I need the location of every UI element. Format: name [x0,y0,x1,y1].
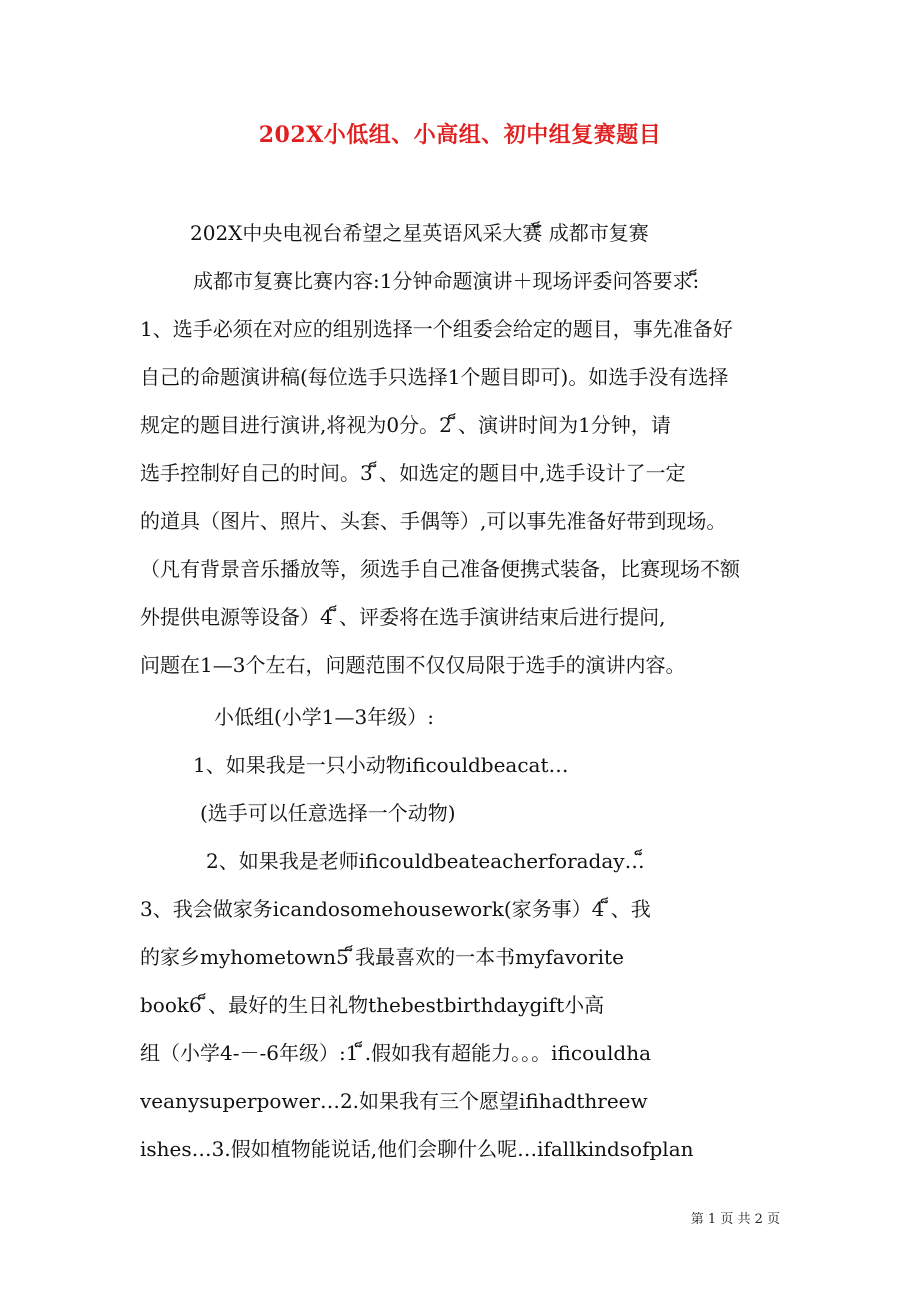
body-line-19: veanysuperpower…2.如果我有三个愿望ifihadthreew [140,1089,648,1113]
body-line-2: 成都市复赛比赛内容:1分钟命题演讲＋现场评委问答要求:็ [193,269,700,293]
page-number-footer: 第 1 页 共 2 页 [690,1212,780,1227]
body-line-16: 的家乡myhometown5 ็我最喜欢的一本书myfavorite [140,945,624,969]
document-title: 202Ⅹ小低组、小高组、初中组复赛题目 [258,122,662,148]
body-line-20: ishes…3.假如植物能说话,他们会聊什么呢…ifallkindsofplan [140,1137,694,1161]
body-line-18: 组（小学4-－-6年级）:1 ็.假如我有超能力。。。ificouldha [140,1041,652,1065]
body-line-17: book6 ็、最好的生日礼物thebestbirthdaygift小高 [140,993,605,1017]
body-line-6: 选手控制好自己的时间。3 ็、如选定的题目中,选手设计了一定 [140,461,686,485]
topic-1-note: (选手可以任意选择一个动物) [200,801,456,825]
body-line-3: 1、选手必须在对应的组别选择一个组委会给定的题目，事先准备好 [140,317,733,341]
body-line-10: 问题在1—3个左右，问题范围不仅仅局限于选手的演讲内容。 [140,653,686,677]
body-line-8: （凡有背景音乐播放等，须选手自己准备便携式装备，比赛现场不额 [140,557,740,581]
body-line-9: 外提供电源等设备）4 ็、评委将在选手演讲结束后进行提问, [140,605,666,629]
body-line-15: 3、我会做家务icandosomehousework(家务事）4 ็、我 [140,897,651,921]
section-heading-junior: 小低组(小学1—3年级）: [214,705,434,729]
body-line-5: 规定的题目进行演讲,将视为0分。2 ็、演讲时间为1分钟，请 [140,413,671,437]
topic-1: 1、如果我是一只小动物ificouldbeacat… [193,753,569,777]
body-line-4: 自己的命题演讲稿(每位选手只选择1个题目即可)。如选手没有选择 [140,365,729,389]
body-line-7: 的道具（图片、照片、头套、手偶等）,可以事先准备好带到现场。 [140,509,727,533]
topic-2: 2、如果我是老师ificouldbeateacherforaday…็ [206,849,645,873]
body-line-1: 202X中央电视台希望之星英语风采大赛็ 成都市复赛 [190,221,649,245]
